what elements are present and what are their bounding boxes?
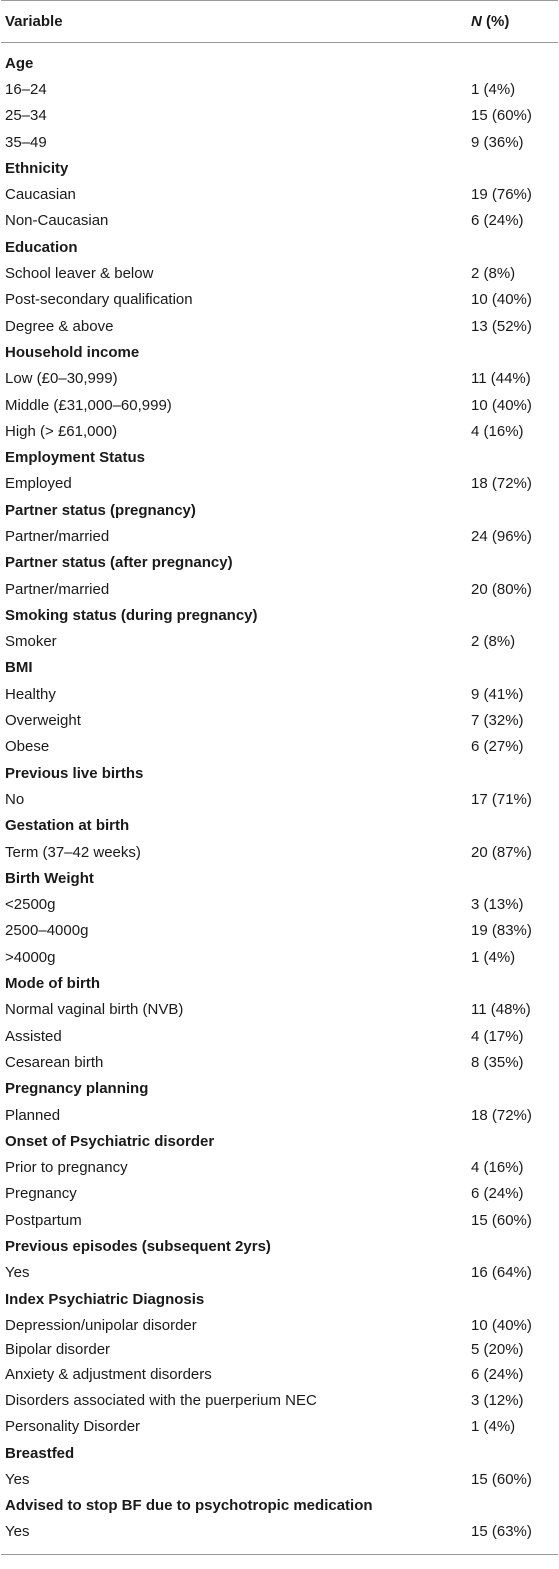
section-header-row: [1, 550, 558, 576]
row-label: 35–49: [5, 133, 47, 151]
section-label: Education: [5, 238, 78, 256]
row-value: 18 (72%): [471, 1106, 532, 1124]
row-label: Non-Caucasian: [5, 212, 109, 230]
row-value: 19 (83%): [471, 922, 532, 940]
table-row: [1, 1519, 558, 1545]
section-header-row: [1, 444, 558, 470]
row-label: >4000g: [5, 948, 56, 966]
section-label: Previous live births: [5, 764, 144, 782]
section-header-row: [1, 865, 558, 891]
row-value: 2 (8%): [471, 265, 516, 283]
row-value: 20 (80%): [471, 580, 532, 598]
row-value: 11 (44%): [471, 370, 531, 388]
section-label: Pregnancy planning: [5, 1080, 149, 1098]
section-header-row: [1, 760, 558, 786]
section-header-row: [1, 602, 558, 628]
row-label: Partner/married: [5, 527, 110, 545]
row-label: Postpartum: [5, 1211, 82, 1229]
table-row: [1, 523, 558, 549]
section-label: Advised to stop BF due to psychotropic medication: [5, 1497, 373, 1515]
row-value: 3 (13%): [471, 896, 524, 914]
row-label: School leaver & below: [5, 265, 154, 283]
header-percent: (%): [481, 13, 510, 30]
row-value: 2 (8%): [471, 633, 516, 651]
table-header: [1, 1, 558, 42]
row-value: 18 (72%): [471, 475, 532, 493]
row-value: 11 (48%): [471, 1001, 531, 1019]
row-value: 1 (4%): [471, 80, 516, 98]
table-row: [1, 1466, 558, 1492]
section-label: Employment Status: [5, 449, 146, 467]
bottom-rule: [1, 1554, 558, 1555]
row-value: 9 (36%): [471, 133, 524, 151]
row-label: Personality Disorder: [5, 1418, 141, 1436]
row-label: 16–24: [5, 80, 47, 98]
row-label: Overweight: [5, 712, 81, 730]
row-value: 15 (60%): [471, 1211, 532, 1229]
section-label: Gestation at birth: [5, 817, 130, 835]
table-row: [1, 1387, 558, 1413]
row-value: 15 (63%): [471, 1523, 532, 1541]
row-label: Partner/married: [5, 580, 110, 598]
table-row: [1, 1414, 558, 1440]
section-label: Smoking status (during pregnancy): [5, 606, 258, 624]
table-row: [1, 392, 558, 418]
row-label: Yes: [5, 1523, 30, 1541]
row-label: Low (£0–30,999): [5, 370, 118, 388]
table-row: [1, 734, 558, 760]
section-header-row: [1, 50, 558, 76]
section-label: Previous episodes (subsequent 2yrs): [5, 1238, 271, 1255]
section-label: Birth Weight: [5, 869, 94, 887]
section-label: Ethnicity: [5, 159, 69, 177]
section-header-row: [1, 1076, 558, 1102]
row-label: Prior to pregnancy: [5, 1159, 128, 1177]
row-label: Post-secondary qualification: [5, 291, 193, 309]
section-header-row: [1, 813, 558, 839]
table-row: [1, 313, 558, 339]
row-value: 9 (41%): [471, 685, 524, 703]
table-row: [1, 208, 558, 234]
section-header-row: [1, 234, 558, 260]
table-row: [1, 681, 558, 707]
table-body: [1, 43, 558, 1545]
row-label: Disorders associated with the puerperium NEC: [5, 1391, 317, 1409]
row-label: High (> £61,000): [5, 422, 118, 440]
table-row: [1, 707, 558, 733]
table-row: [1, 260, 558, 286]
section-header-row: [1, 1440, 558, 1466]
row-value: 6 (24%): [471, 1365, 524, 1383]
row-value: 10 (40%): [471, 1316, 532, 1334]
row-label: Anxiety & adjustment disorders: [5, 1365, 212, 1383]
row-value: 3 (12%): [471, 1391, 524, 1409]
section-label: Mode of birth: [5, 975, 100, 993]
table-row: [1, 629, 558, 655]
row-label: Assisted: [5, 1027, 62, 1045]
row-label: Caucasian: [5, 186, 76, 204]
row-label: Healthy: [5, 685, 56, 703]
section-header-row: [1, 155, 558, 181]
table-row: [1, 1312, 558, 1338]
row-value: 4 (16%): [471, 422, 524, 440]
row-label: Pregnancy: [5, 1185, 77, 1203]
section-header-row: [1, 1493, 558, 1519]
section-label: Index Psychiatric Diagnosis: [5, 1290, 205, 1308]
row-value: 1 (4%): [471, 1418, 516, 1436]
table-row: [1, 1049, 558, 1075]
row-label: No: [5, 790, 25, 808]
table-row: [1, 1260, 558, 1286]
row-value: 6 (27%): [471, 738, 524, 756]
section-header-row: [1, 1128, 558, 1154]
table-row: [1, 366, 558, 392]
row-label: Yes: [5, 1470, 30, 1488]
section-label: BMI: [5, 659, 33, 677]
row-value: 17 (71%): [471, 790, 532, 808]
row-label: Bipolar disorder: [5, 1341, 111, 1359]
row-label: Planned: [5, 1106, 61, 1124]
row-value: 19 (76%): [471, 186, 532, 204]
header-variable: Variable: [5, 13, 63, 30]
row-label: Smoker: [5, 633, 57, 651]
row-value: 24 (96%): [471, 527, 532, 545]
row-label: Middle (£31,000–60,999): [5, 396, 172, 414]
table-row: [1, 418, 558, 444]
row-value: 1 (4%): [471, 948, 516, 966]
row-label: Obese: [5, 738, 50, 756]
row-label: 25–34: [5, 107, 47, 125]
section-label: Household income: [5, 343, 140, 361]
row-value: 4 (16%): [471, 1159, 524, 1177]
table-row: [1, 129, 558, 155]
row-value: 10 (40%): [471, 396, 532, 414]
table-row: [1, 576, 558, 602]
table-row: [1, 471, 558, 497]
table-row: [1, 1154, 558, 1180]
row-value: 15 (60%): [471, 107, 532, 125]
row-value: 8 (35%): [471, 1053, 524, 1071]
section-label: Age: [5, 54, 34, 72]
table-row: [1, 1361, 558, 1387]
row-label: Employed: [5, 475, 72, 493]
table-row: [1, 1102, 558, 1128]
section-label: Onset of Psychiatric disorder: [5, 1132, 215, 1150]
table-row: [1, 892, 558, 918]
header-n-italic: N: [471, 13, 482, 30]
row-value: 20 (87%): [471, 843, 532, 861]
section-label: Partner status (pregnancy): [5, 501, 196, 519]
row-label: 2500–4000g: [5, 922, 89, 940]
row-value: 15 (60%): [471, 1470, 532, 1488]
row-label: Depression/unipolar disorder: [5, 1316, 197, 1334]
section-header-row: [1, 1233, 558, 1259]
row-value: 7 (32%): [471, 712, 524, 730]
section-label: Partner status (after pregnancy): [5, 554, 233, 572]
row-value: 6 (24%): [471, 212, 524, 230]
table-row: [1, 181, 558, 207]
table-row: [1, 76, 558, 102]
section-header-row: [1, 497, 558, 523]
row-label: Cesarean birth: [5, 1053, 104, 1071]
table-row: [1, 1181, 558, 1207]
row-value: 16 (64%): [471, 1264, 532, 1282]
demographics-table: [1, 0, 558, 1555]
table-row: [1, 839, 558, 865]
header-n-percent: [471, 13, 558, 30]
row-label: Degree & above: [5, 317, 114, 335]
table-row: [1, 1023, 558, 1049]
row-label: Term (37–42 weeks): [5, 843, 141, 861]
table-row: [1, 103, 558, 129]
row-label: Normal vaginal birth (NVB): [5, 1001, 184, 1019]
table-row: [1, 786, 558, 812]
table-row: [1, 997, 558, 1023]
row-value: 4 (17%): [471, 1027, 524, 1045]
table-row: [1, 1339, 558, 1362]
section-header-row: [1, 339, 558, 365]
table-row: [1, 918, 558, 944]
row-value: 10 (40%): [471, 291, 532, 309]
row-value: 6 (24%): [471, 1185, 524, 1203]
row-label: <2500g: [5, 896, 56, 914]
table-row: [1, 944, 558, 970]
table-row: [1, 1207, 558, 1233]
row-value: 13 (52%): [471, 317, 532, 335]
section-label: Breastfed: [5, 1444, 75, 1462]
section-header-row: [1, 970, 558, 996]
section-header-row: [1, 1286, 558, 1312]
section-header-row: [1, 655, 558, 681]
row-label: Yes: [5, 1264, 30, 1282]
table-row: [1, 287, 558, 313]
row-value: 5 (20%): [471, 1341, 524, 1359]
